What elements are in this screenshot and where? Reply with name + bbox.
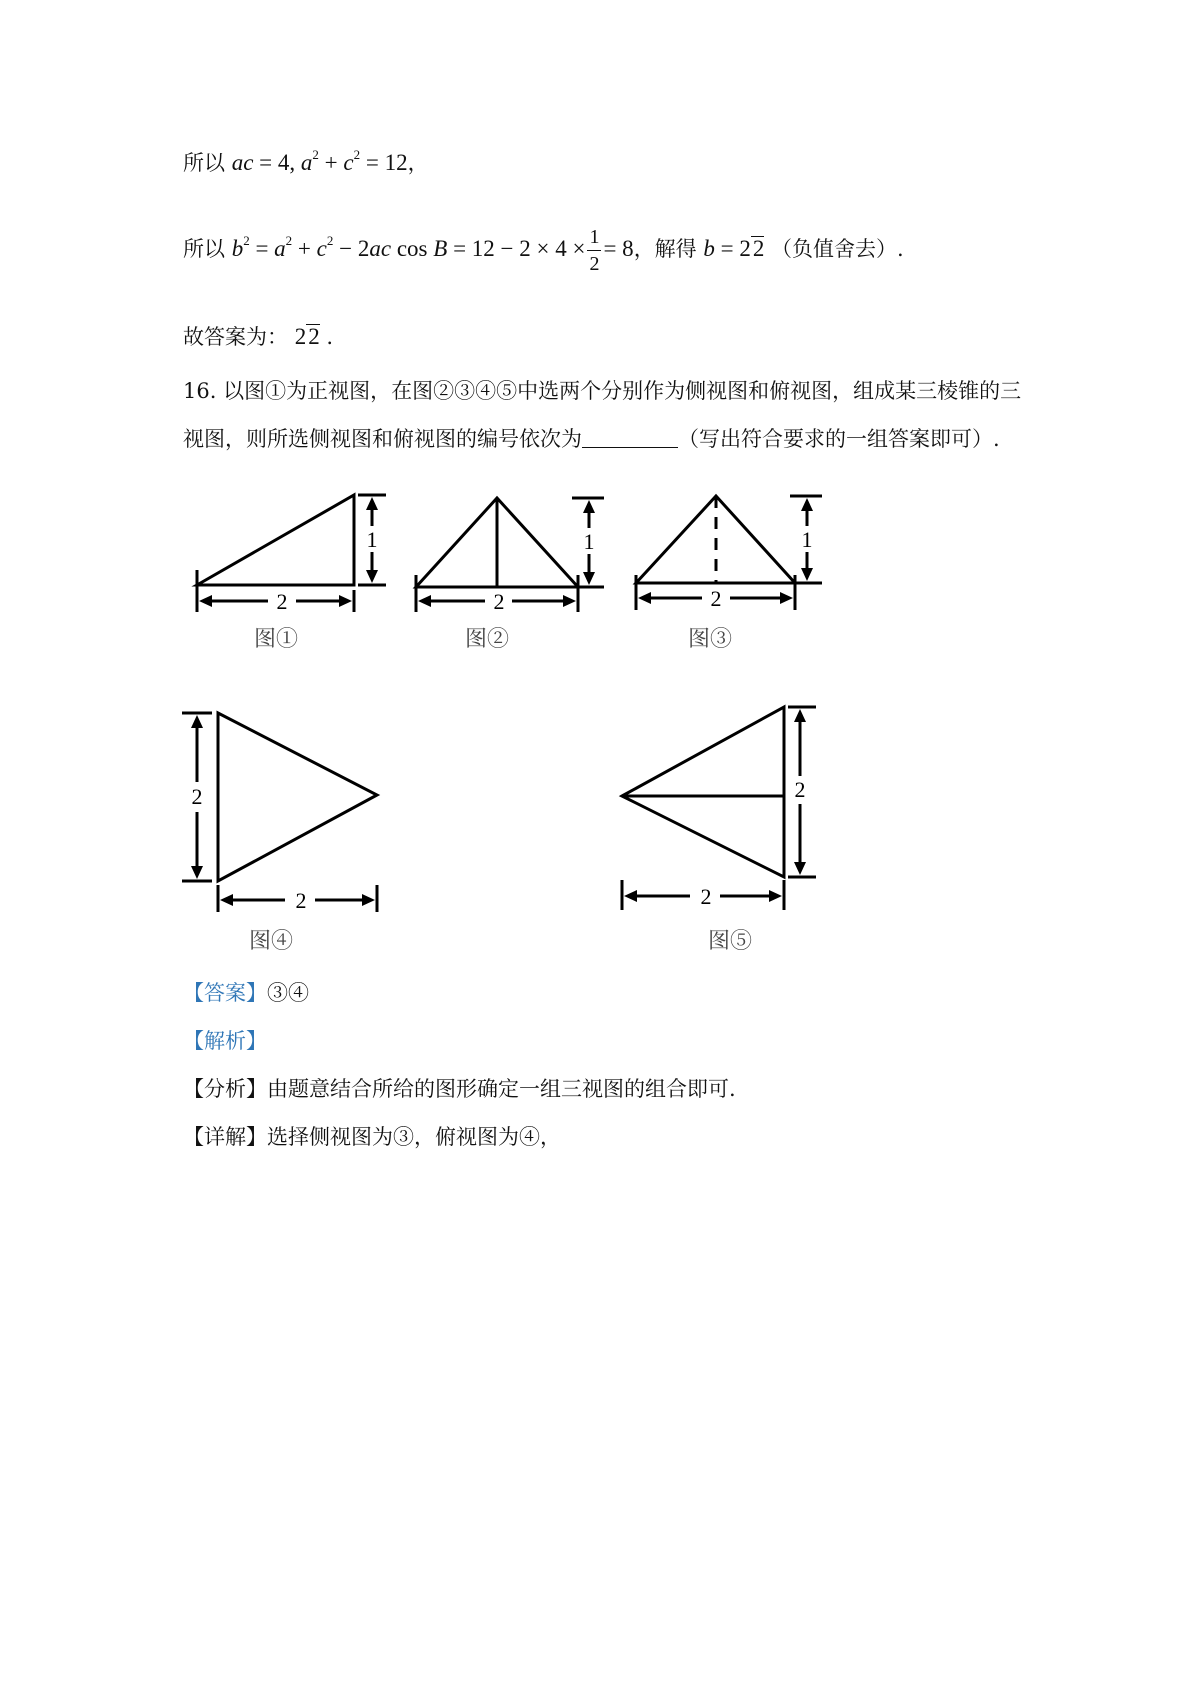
fig3-caption: 图③ <box>688 627 733 652</box>
formula-b-squared: $b^2 = a^2 + c^2 - 2ac$ cos B = 12 − 2 × 4 × $\frac{1}{2}$ = 8 <box>231 226 634 275</box>
fig4-width-label: 2 <box>295 888 307 913</box>
line2-prefix: 所以 <box>183 236 225 261</box>
fig1-caption: 图① <box>254 627 299 652</box>
formula-answer: 22 <box>294 324 320 349</box>
analysis-tag: 【解析】 <box>183 1029 267 1053</box>
fig2-width-label: 2 <box>493 589 505 614</box>
line1-prefix: 所以 <box>183 151 225 175</box>
answer-line <box>183 978 309 1008</box>
xiangjie-line <box>183 1122 561 1152</box>
line1-suffix: ， <box>407 151 429 175</box>
fig1-height-label: 1 <box>366 527 378 552</box>
fenxi-text: 由题意结合所给的图形确定一组三视图的组合即可. <box>267 1077 736 1101</box>
fenxi-line <box>183 1074 736 1104</box>
line3-suffix: . <box>326 325 334 349</box>
line2-mid: ，解得 <box>633 236 697 261</box>
fig2-caption: 图② <box>465 627 510 652</box>
fig5-width-label: 2 <box>700 884 712 909</box>
xiangjie-text: 选择侧视图为③，俯视图为④， <box>267 1125 561 1149</box>
fig5-caption: 图⑤ <box>708 929 753 954</box>
formula-b-value: b = 22 <box>703 235 765 261</box>
fig4-caption: 图④ <box>249 929 294 954</box>
question-number: 16. <box>183 379 217 403</box>
fig3-height-label: 1 <box>801 527 813 552</box>
line2-suffix: （负值舍去）. <box>771 236 904 261</box>
xiangjie-tag: 【详解】 <box>183 1125 267 1149</box>
question-text-2b: （写出符合要求的一组答案即可）. <box>678 427 1000 451</box>
fenxi-tag: 【分析】 <box>183 1077 267 1101</box>
question-text-1: 以图①为正视图，在图②③④⑤中选两个分别作为侧视图和俯视图，组成某三棱锥的三 <box>223 379 1022 403</box>
fig5-height-label: 2 <box>794 777 806 802</box>
fig3-width-label: 2 <box>710 586 722 611</box>
formula-ac: ac = 4, $a^2 + c^2 = 12$ <box>231 147 408 175</box>
answer-tag: 【答案】 <box>183 981 267 1005</box>
line3-prefix: 故答案为： <box>183 325 288 349</box>
fig2-height-label: 1 <box>583 529 595 554</box>
answer-value: ③④ <box>267 981 309 1005</box>
analysis-line <box>183 1026 267 1056</box>
fig1-width-label: 2 <box>276 589 288 614</box>
fig4-height-label: 2 <box>191 784 203 809</box>
question-text-2a: 视图，则所选侧视图和俯视图的编号依次为 <box>183 427 582 451</box>
